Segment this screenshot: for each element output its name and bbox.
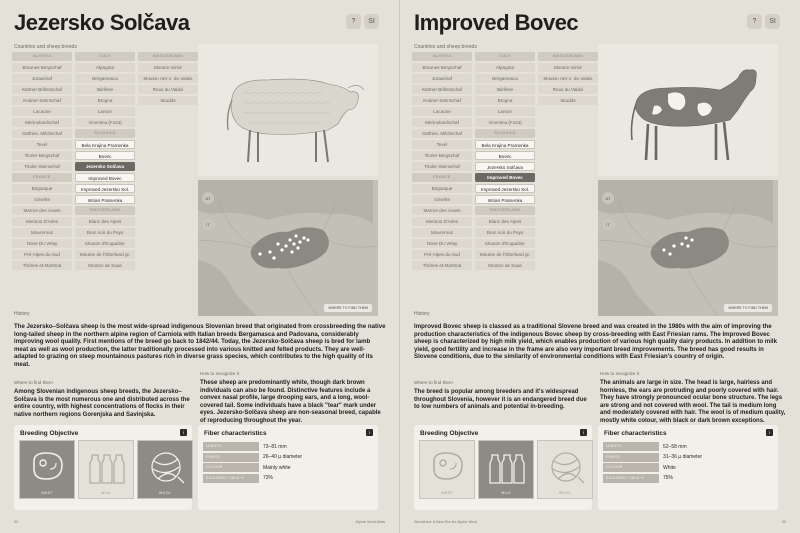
grid-empty-cell (538, 217, 598, 226)
grid-country-header: SLOVENIA (75, 129, 135, 138)
breed-cell[interactable]: Tiroler Steinschaf (12, 162, 72, 171)
breed-cell[interactable]: Biellese (75, 85, 135, 94)
grid-empty-cell (538, 195, 598, 204)
breed-cell[interactable]: Lamon (475, 107, 535, 116)
breed-cell[interactable]: Noire Du Velay (12, 239, 72, 248)
section-label: Countries and sheep breeds (14, 44, 77, 50)
breed-cell[interactable]: Lacaune (412, 107, 472, 116)
breed-cell[interactable]: Brigasque (412, 184, 472, 193)
sheep-icon (598, 44, 778, 176)
fiber-row (603, 474, 769, 483)
where-label: Where to find them (14, 380, 53, 385)
grid-country-header: AUSTRIA (412, 52, 472, 61)
fiber-row (203, 463, 369, 472)
breed-cell[interactable]: Improved Jezersko Sol. (75, 184, 135, 193)
breeding-objective-card (414, 425, 592, 510)
breed-cell[interactable]: Krainer Steinschaf (412, 96, 472, 105)
breed-cell[interactable]: Improved Bovec (475, 173, 535, 182)
fiber-value: Mainly white (263, 464, 291, 471)
footer-title: Woolshed: A New Era for Alpine Wool (414, 520, 478, 524)
breed-cell[interactable]: Mouton nez n. du Valais (138, 74, 198, 83)
grid-country-header: SWITZERLAND (475, 206, 535, 215)
tile-label: MILK (501, 491, 511, 495)
breed-cell[interactable]: Mourerous (12, 228, 72, 237)
breed-cell[interactable]: Grivette (12, 195, 72, 204)
grid-empty-cell (138, 184, 198, 193)
distribution-map[interactable] (198, 180, 378, 316)
fiber-rows (203, 442, 369, 484)
breed-cell[interactable]: Brogna (475, 96, 535, 105)
recognize-label: How to recognize it (600, 371, 640, 376)
section-label: Countries and sheep breeds (414, 44, 477, 50)
grid-empty-cell (538, 184, 598, 193)
history-label: History (14, 311, 30, 317)
breed-cell[interactable]: Blanc des Alpes (475, 217, 535, 226)
objective-tile-wool (137, 440, 193, 499)
breed-cell[interactable]: Roux du Valais (538, 85, 598, 94)
fiber-key: FINESS (603, 453, 659, 462)
where-to-find-tag[interactable]: WHERE TO FIND THEM (724, 304, 772, 312)
country-label-at: AT (605, 196, 611, 201)
footer-title: Alpine Wool Atlas (355, 520, 385, 524)
breed-cell[interactable]: Thônes et Marthod (412, 261, 472, 270)
page-controls (346, 14, 379, 29)
grid-country-header: ITALY (475, 52, 535, 61)
breed-cell[interactable]: Mouton miroir (138, 63, 198, 72)
breed-cell[interactable]: Bovec (75, 151, 135, 160)
fiber-row (203, 442, 369, 451)
country-label-it: IT (206, 222, 210, 227)
breed-cell[interactable]: Thônes et Marthod (12, 261, 72, 270)
breed-cell[interactable]: Improved Jezersko Sol. (475, 184, 535, 193)
tile-label: WOOL (158, 491, 172, 495)
info-icon[interactable]: i (766, 429, 773, 436)
breed-cell[interactable]: Noire Du Velay (412, 239, 472, 248)
milk-icon (487, 449, 527, 485)
breed-grid (412, 52, 598, 270)
breed-cell[interactable]: Mouton de Saas (75, 261, 135, 270)
breed-cell[interactable]: Istrian Pramenka (475, 195, 535, 204)
grid-country-header: FRANCE (12, 173, 72, 182)
fiber-value: 52–58 mm (663, 443, 687, 450)
fiber-row (203, 474, 369, 483)
grid-empty-cell (138, 129, 198, 138)
recognize-text: The animals are large in size. The head is large, hairless and hornless, the ears are protruding and poorly covered with hair. They have strongly pronounced ocular bone structure. The legs are strong and not covered with wool. The tail is medium long and moderately covered with hair. The wool is of medium quality, mostly white colour, with black or dark brown exceptions. (600, 380, 786, 424)
info-icon[interactable]: i (366, 429, 373, 436)
language-button[interactable]: SI (765, 14, 780, 29)
grid-empty-cell (138, 228, 198, 237)
breed-cell[interactable]: Jezersko Solčava (475, 162, 535, 171)
fiber-key: FINESS (203, 453, 259, 462)
country-label-it: IT (606, 222, 610, 227)
page-title: Improved Bovec (414, 10, 579, 35)
sheep-icon (198, 44, 378, 176)
breed-cell[interactable]: Juraschaf (12, 74, 72, 83)
breed-cell[interactable]: Biellese (475, 85, 535, 94)
wool-icon (546, 449, 586, 485)
fiber-card (598, 425, 778, 510)
grid-country-header: AUSTRIA (12, 52, 72, 61)
breed-cell[interactable]: Alpagota (75, 63, 135, 72)
breed-cell[interactable]: Skudde (538, 96, 598, 105)
where-text: The breed is popular among breeders and it's widespread throughout Slovenia, however it is an endangered breed due to low numbers of animals and potential in-breeding. (414, 389, 587, 410)
breed-cell[interactable]: Merinolandschaf (12, 118, 72, 127)
breed-cell[interactable]: Bela Krajina Pramenka (475, 140, 535, 149)
grid-empty-cell (538, 151, 598, 160)
fiber-value: 31–36 µ diameter (663, 454, 703, 460)
page-title: Jezersko Solčava (14, 10, 190, 35)
fiber-card (198, 425, 378, 510)
tile-label: WOOL (558, 491, 572, 495)
grid-country-header: SWITZERLAND (75, 206, 135, 215)
grid-empty-cell (538, 107, 598, 116)
grid-empty-cell (538, 118, 598, 127)
grid-country-header: SLOVENIA (475, 129, 535, 138)
language-button[interactable]: SI (364, 14, 379, 29)
page-controls (747, 14, 780, 29)
breed-cell[interactable]: Marron des Aravis (412, 206, 472, 215)
breed-cell[interactable]: Brigasque (12, 184, 72, 193)
breeding-objective-card (14, 425, 192, 510)
breed-cell[interactable]: Texel (412, 140, 472, 149)
objective-tile-wool (537, 440, 593, 499)
objective-tile-milk (78, 440, 134, 499)
grid-empty-cell (538, 129, 598, 138)
breeding-title: Breeding Objective (20, 430, 79, 437)
objective-tile-milk (478, 440, 534, 499)
info-button[interactable]: ? (747, 14, 762, 29)
objective-tiles (19, 440, 193, 499)
breed-cell[interactable]: Mouton miroir (538, 63, 598, 72)
breed-cell[interactable]: Skudde (138, 96, 198, 105)
history-label: History (414, 311, 430, 317)
grid-country-header: SWITZERLAND (138, 52, 198, 61)
grid-empty-cell (538, 239, 598, 248)
history-text: The Jezersko–Solčava sheep is the most wide-spread indigenous Slovenian breed that originated from crossbreeding the native long-tailed sheep in the northern alpine region of Carniola with Italian breeds Bergamasca and Padovana, considerably improving wool quality. First mentions of the breed go back to 1842/44. Today, the Jezersko-Solčava sheep is bred for lamb meat as well as wool production, the latter traditionally processed into various knitted and felted products. They are well-adapted to grazing on steep mountainous pastures rich in diverse grass species, which contributes to the high quality of its meat. (14, 323, 386, 368)
breed-cell[interactable]: Mouton nez n. du Valais (538, 74, 598, 83)
fiber-key: COLOUR (203, 463, 259, 472)
breed-cell[interactable]: Brun noir du Pays (475, 228, 535, 237)
map-graphic (598, 180, 778, 316)
grid-empty-cell (138, 118, 198, 127)
animal-illustration (598, 44, 778, 176)
where-label: Where to find them (414, 380, 453, 385)
grid-empty-cell (138, 107, 198, 116)
breed-cell[interactable]: Alpagota (475, 63, 535, 72)
tile-label: MEAT (41, 491, 53, 495)
breed-cell[interactable]: Ostfries. Milchschaf (12, 129, 72, 138)
where-text: Among Slovenian indigenous sheep breeds, the Jezersko–Solčava is the most numerous one and distributed across the entire country, with highest concentrations of flocks in their native northern regions Gorenjska and Savinjska. (14, 389, 190, 418)
fiber-value: 26–40 µ diameter (263, 454, 303, 460)
breed-cell[interactable]: Mourerous (412, 228, 472, 237)
fiber-value: 73–81 mm (263, 443, 287, 450)
meat-icon (428, 449, 468, 485)
fiber-row (603, 453, 769, 462)
fiber-value: White (663, 464, 676, 471)
grid-country-header: FRANCE (412, 173, 472, 182)
breed-cell[interactable]: Bergamasca (75, 74, 135, 83)
breeding-title: Breeding Objective (420, 430, 479, 437)
breed-cell[interactable]: Kärtner Brillenschaf (412, 85, 472, 94)
page-number: 32 (14, 520, 19, 524)
fiber-key: SCOURING YIELD % (203, 474, 259, 483)
breed-cell[interactable]: Bela Krajina Pramenka (75, 140, 135, 149)
breed-cell[interactable]: Grivette (412, 195, 472, 204)
fiber-key: SCOURING YIELD % (603, 474, 659, 483)
objective-tiles (419, 440, 593, 499)
breed-cell[interactable]: Blanc des Alpes (75, 217, 135, 226)
fiber-value: 73% (263, 475, 274, 481)
breed-cell[interactable]: Istrian Pramenka (75, 195, 135, 204)
info-button[interactable]: ? (346, 14, 361, 29)
breed-cell[interactable]: Mouton de Saas (475, 261, 535, 270)
breed-cell[interactable]: Mouton de l'Oberland gr. (475, 250, 535, 259)
grid-empty-cell (538, 140, 598, 149)
history-text: Improved Bovec sheep is classed as a traditional Slovene breed and was created in the 1980s with the aim of improving the production characteristics of the indigenous Bovec sheep by cross-breeding with East Friesian rams. The Improved Bovec sheep is characterized by high milk yield, which enables production of various high quality dairy products. In addition to milk yield, good fertility and increase in the frame are also very important breed improvements. The breed has good results in Slovene conditions, due to the similarity of environmental conditions with East Friesian's country of origin. (414, 323, 777, 361)
fiber-title: Fiber characteristics (604, 430, 667, 437)
tile-label: MILK (101, 491, 111, 495)
tile-label: MEAT (441, 491, 453, 495)
breed-cell[interactable]: Braunes Bergschaf (412, 63, 472, 72)
breed-cell[interactable]: Tiroler Bergschaf (412, 151, 472, 160)
fiber-key: LENGTH (203, 442, 259, 451)
info-icon[interactable]: i (580, 429, 587, 436)
map-graphic (198, 180, 378, 316)
breed-cell[interactable]: Krainer Steinschaf (12, 96, 72, 105)
grid-empty-cell (138, 162, 198, 171)
objective-tile-meat (19, 440, 75, 499)
grid-empty-cell (138, 206, 198, 215)
grid-empty-cell (138, 195, 198, 204)
grid-empty-cell (538, 261, 598, 270)
breed-cell[interactable]: Lamon (75, 107, 135, 116)
breed-cell[interactable]: Roux du Valais (138, 85, 198, 94)
fiber-rows (603, 442, 769, 484)
fiber-title: Fiber characteristics (204, 430, 267, 437)
fiber-row (603, 463, 769, 472)
right-page (400, 0, 800, 533)
breed-cell[interactable]: Jezersko Solčava (75, 162, 135, 171)
meat-icon (28, 449, 68, 485)
breed-cell[interactable]: Vicentina (Foza) (475, 118, 535, 127)
breed-cell[interactable]: Mouton d'Engadine (75, 239, 135, 248)
breed-cell[interactable]: Improved Bovec (75, 173, 135, 182)
breed-cell[interactable]: Brun noir du Pays (75, 228, 135, 237)
breed-cell[interactable]: Tiroler Bergschaf (12, 151, 72, 160)
grid-country-header: SWITZERLAND (538, 52, 598, 61)
breed-cell[interactable]: Vicentina (Foza) (75, 118, 135, 127)
animal-illustration (198, 44, 378, 176)
breed-cell[interactable]: Bergamasca (475, 74, 535, 83)
breed-cell[interactable]: Marron des Aravis (12, 206, 72, 215)
info-icon[interactable]: i (180, 429, 187, 436)
wool-icon (146, 449, 186, 485)
grid-empty-cell (138, 261, 198, 270)
grid-country-header: ITALY (75, 52, 135, 61)
milk-icon (87, 449, 127, 485)
breed-cell[interactable]: Ostfries. Milchschaf (412, 129, 472, 138)
grid-empty-cell (538, 206, 598, 215)
grid-empty-cell (538, 173, 598, 182)
fiber-row (203, 453, 369, 462)
grid-empty-cell (138, 239, 198, 248)
breed-cell[interactable]: Merinos D'Arles (412, 217, 472, 226)
breed-cell[interactable]: Mouton de l'Oberland gr. (75, 250, 135, 259)
breed-grid (12, 52, 198, 270)
breed-cell[interactable]: Pré-Alpes du Sud (12, 250, 72, 259)
grid-empty-cell (138, 250, 198, 259)
breed-cell[interactable]: Brogna (75, 96, 135, 105)
recognize-text: These sheep are predominantly white, though dark brown individuals can also be found. Distinctive features include a convex nasal profile, large drooping ears, and a long, wool-covered tail. Some individuals have a black "tear" mark under eyes. Jezersko-Solčava sheep are non-seasonal breed, capable of reproducing throughout the year. (200, 380, 381, 424)
recognize-label: How to recognize it (200, 371, 240, 376)
breed-cell[interactable]: Mouton d'Engadine (475, 239, 535, 248)
breed-cell[interactable]: Bovec (475, 151, 535, 160)
fiber-value: 75% (663, 475, 674, 481)
distribution-map[interactable] (598, 180, 778, 316)
breed-cell[interactable]: Juraschaf (412, 74, 472, 83)
breed-cell[interactable]: Lacaune (12, 107, 72, 116)
grid-empty-cell (538, 228, 598, 237)
objective-tile-meat (419, 440, 475, 499)
fiber-key: COLOUR (603, 463, 659, 472)
country-label-at: AT (205, 196, 211, 201)
grid-empty-cell (538, 250, 598, 259)
breed-cell[interactable]: Texel (12, 140, 72, 149)
fiber-row (603, 442, 769, 451)
breed-cell[interactable]: Kärtner Brillenschaf (12, 85, 72, 94)
where-to-find-tag[interactable]: WHERE TO FIND THEM (324, 304, 372, 312)
grid-empty-cell (138, 217, 198, 226)
grid-empty-cell (138, 140, 198, 149)
grid-empty-cell (538, 162, 598, 171)
breed-cell[interactable]: Tiroler Steinschaf (412, 162, 472, 171)
breed-cell[interactable]: Braunes Bergschaf (12, 63, 72, 72)
breed-cell[interactable]: Merinolandschaf (412, 118, 472, 127)
grid-empty-cell (138, 173, 198, 182)
breed-cell[interactable]: Pré-Alpes du Sud (412, 250, 472, 259)
page-number: 33 (781, 520, 786, 524)
grid-empty-cell (138, 151, 198, 160)
fiber-key: LENGTH (603, 442, 659, 451)
breed-cell[interactable]: Merinos D'Arles (12, 217, 72, 226)
